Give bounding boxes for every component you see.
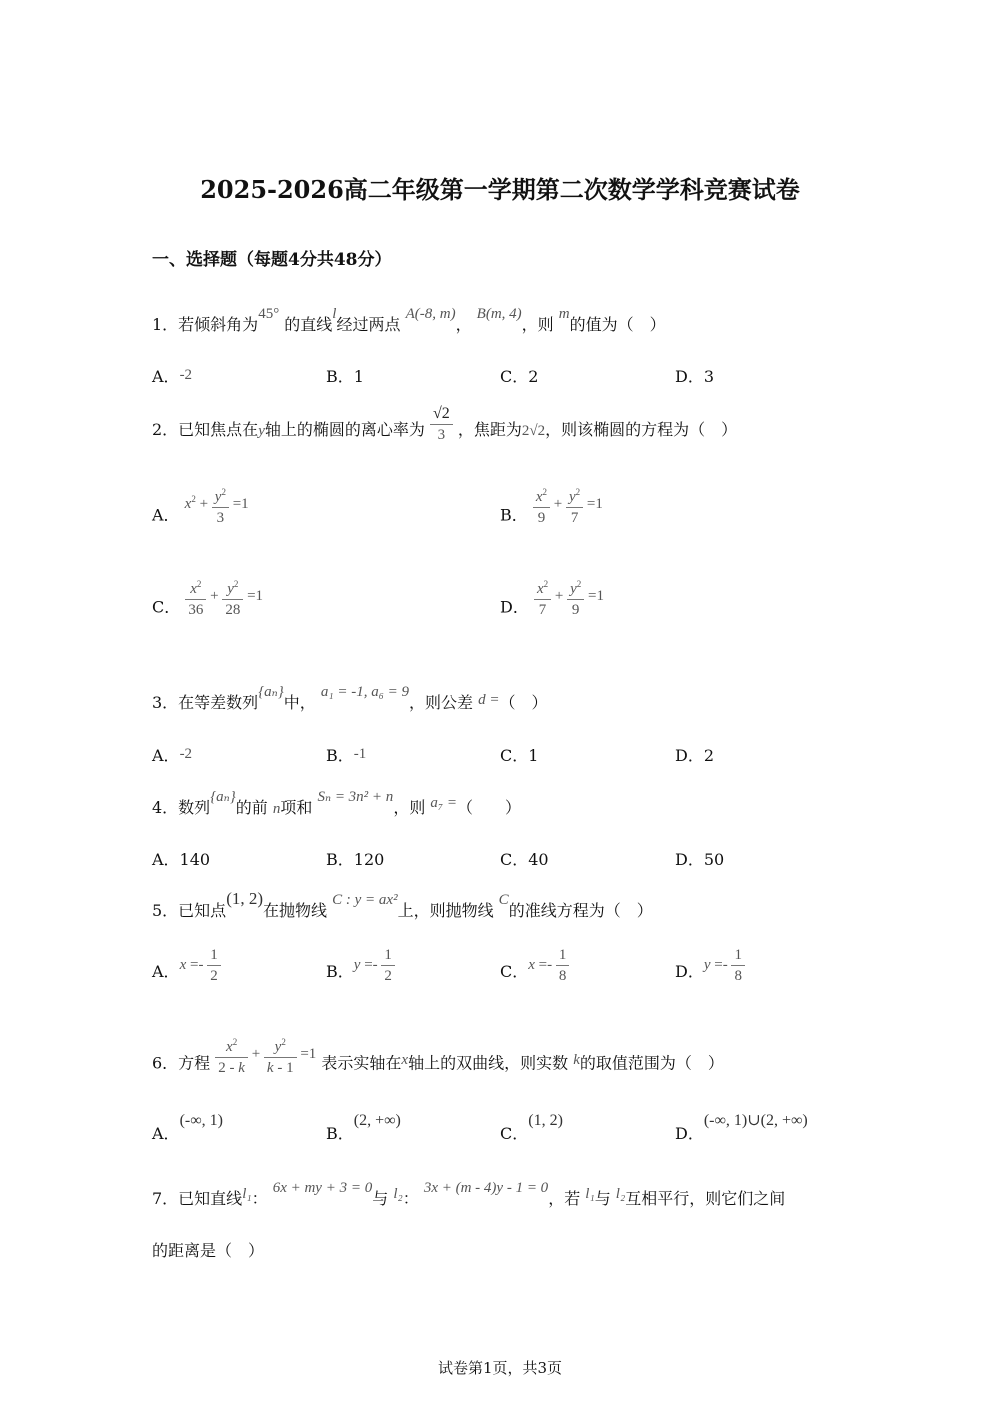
q5-option-d: D．y =- $\frac{1}{8}$ [675,953,745,994]
q3-option-b: B．-1 [326,746,367,765]
question-7-continued: 的距离是（ ） [152,1241,265,1260]
page-title: 2025-2026高二年级第一学期第二次数学学科竞赛试卷 [200,175,800,204]
q4-option-c: C．40 [500,850,549,869]
q6-option-c: C．(1, 2) [500,1112,563,1143]
q6-option-d: D．(-∞, 1)∪(2, +∞) [675,1112,808,1143]
q2-option-b: B． $\frac{x^2}{9}$ + $\frac{y^2}{7}$ =1 [500,494,603,540]
q2-option-c: C． $\frac{x^2}{36}$ + $\frac{y^2}{28}$ =1 [152,586,263,632]
q4-option-a: A．140 [152,850,211,869]
q5-option-b: B．y =- $\frac{1}{2}$ [326,953,395,994]
q5-option-a: A．x =- $\frac{1}{2}$ [152,953,221,994]
q2-option-a: A． $x^2$ + $\frac{y^2}{3}$ =1 [152,494,249,540]
question-1: 1．若倾斜角为45° 的直线l经过两点 A(-8, m)， B(m, 4)，则 m的值为（ ） [152,306,666,334]
q4-option-d: D．50 [675,850,725,869]
q1-option-c: C．2 [500,367,539,386]
q6-option-a: A．(-∞, 1) [152,1112,223,1143]
q5-option-c: C．x =- $\frac{1}{8}$ [500,953,569,994]
question-5: 5．已知点(1, 2)在抛物线 C : y = ax²上，则抛物线 C的准线方程为（ ） [152,889,653,920]
question-6: 6．方程 $\frac{x^2}{2 - k}$ + $\frac{y^2}{k - 1}$ =1 表示实轴在x轴上的双曲线，则实数 k的取值范围为（ ） [152,1042,724,1088]
question-3: 3．在等差数列{aₙ}中， a₁ = -1, a₆ = 9，则公差 d =（ ） [152,684,548,712]
q3-option-c: C．1 [500,746,539,765]
q1-option-b: B．1 [326,367,364,386]
question-2: 2．已知焦点在y轴上的椭圆的离心率为 $\frac{√2}{3}$ ，焦距为2√2，则该椭圆的方程为（ ） [152,405,738,443]
q6-option-b: B．(2, +∞) [326,1112,401,1143]
q3-option-d: D．2 [675,746,715,765]
q3-option-a: A．-2 [152,746,193,765]
section-heading: 一、选择题（每题4分共48分） [152,250,392,270]
question-7: 7．已知直线l₁： 6x + my + 3 = 0与 l₂： 3x + (m - 4)y - 1 = 0，若 l₁与 l₂互相平行，则它们之间 [152,1180,786,1208]
q1-option-d: D．3 [675,367,715,386]
page-footer: 试卷第1页，共3页 [437,1359,563,1377]
q2-option-d: D． $\frac{x^2}{7}$ + $\frac{y^2}{9}$ =1 [500,586,604,632]
question-4: 4．数列{aₙ}的前 n项和 Sₙ = 3n² + n，则 a₇ =（ ） [152,789,522,817]
q4-option-b: B．120 [326,850,385,869]
q1-option-a: A．-2 [152,367,193,386]
